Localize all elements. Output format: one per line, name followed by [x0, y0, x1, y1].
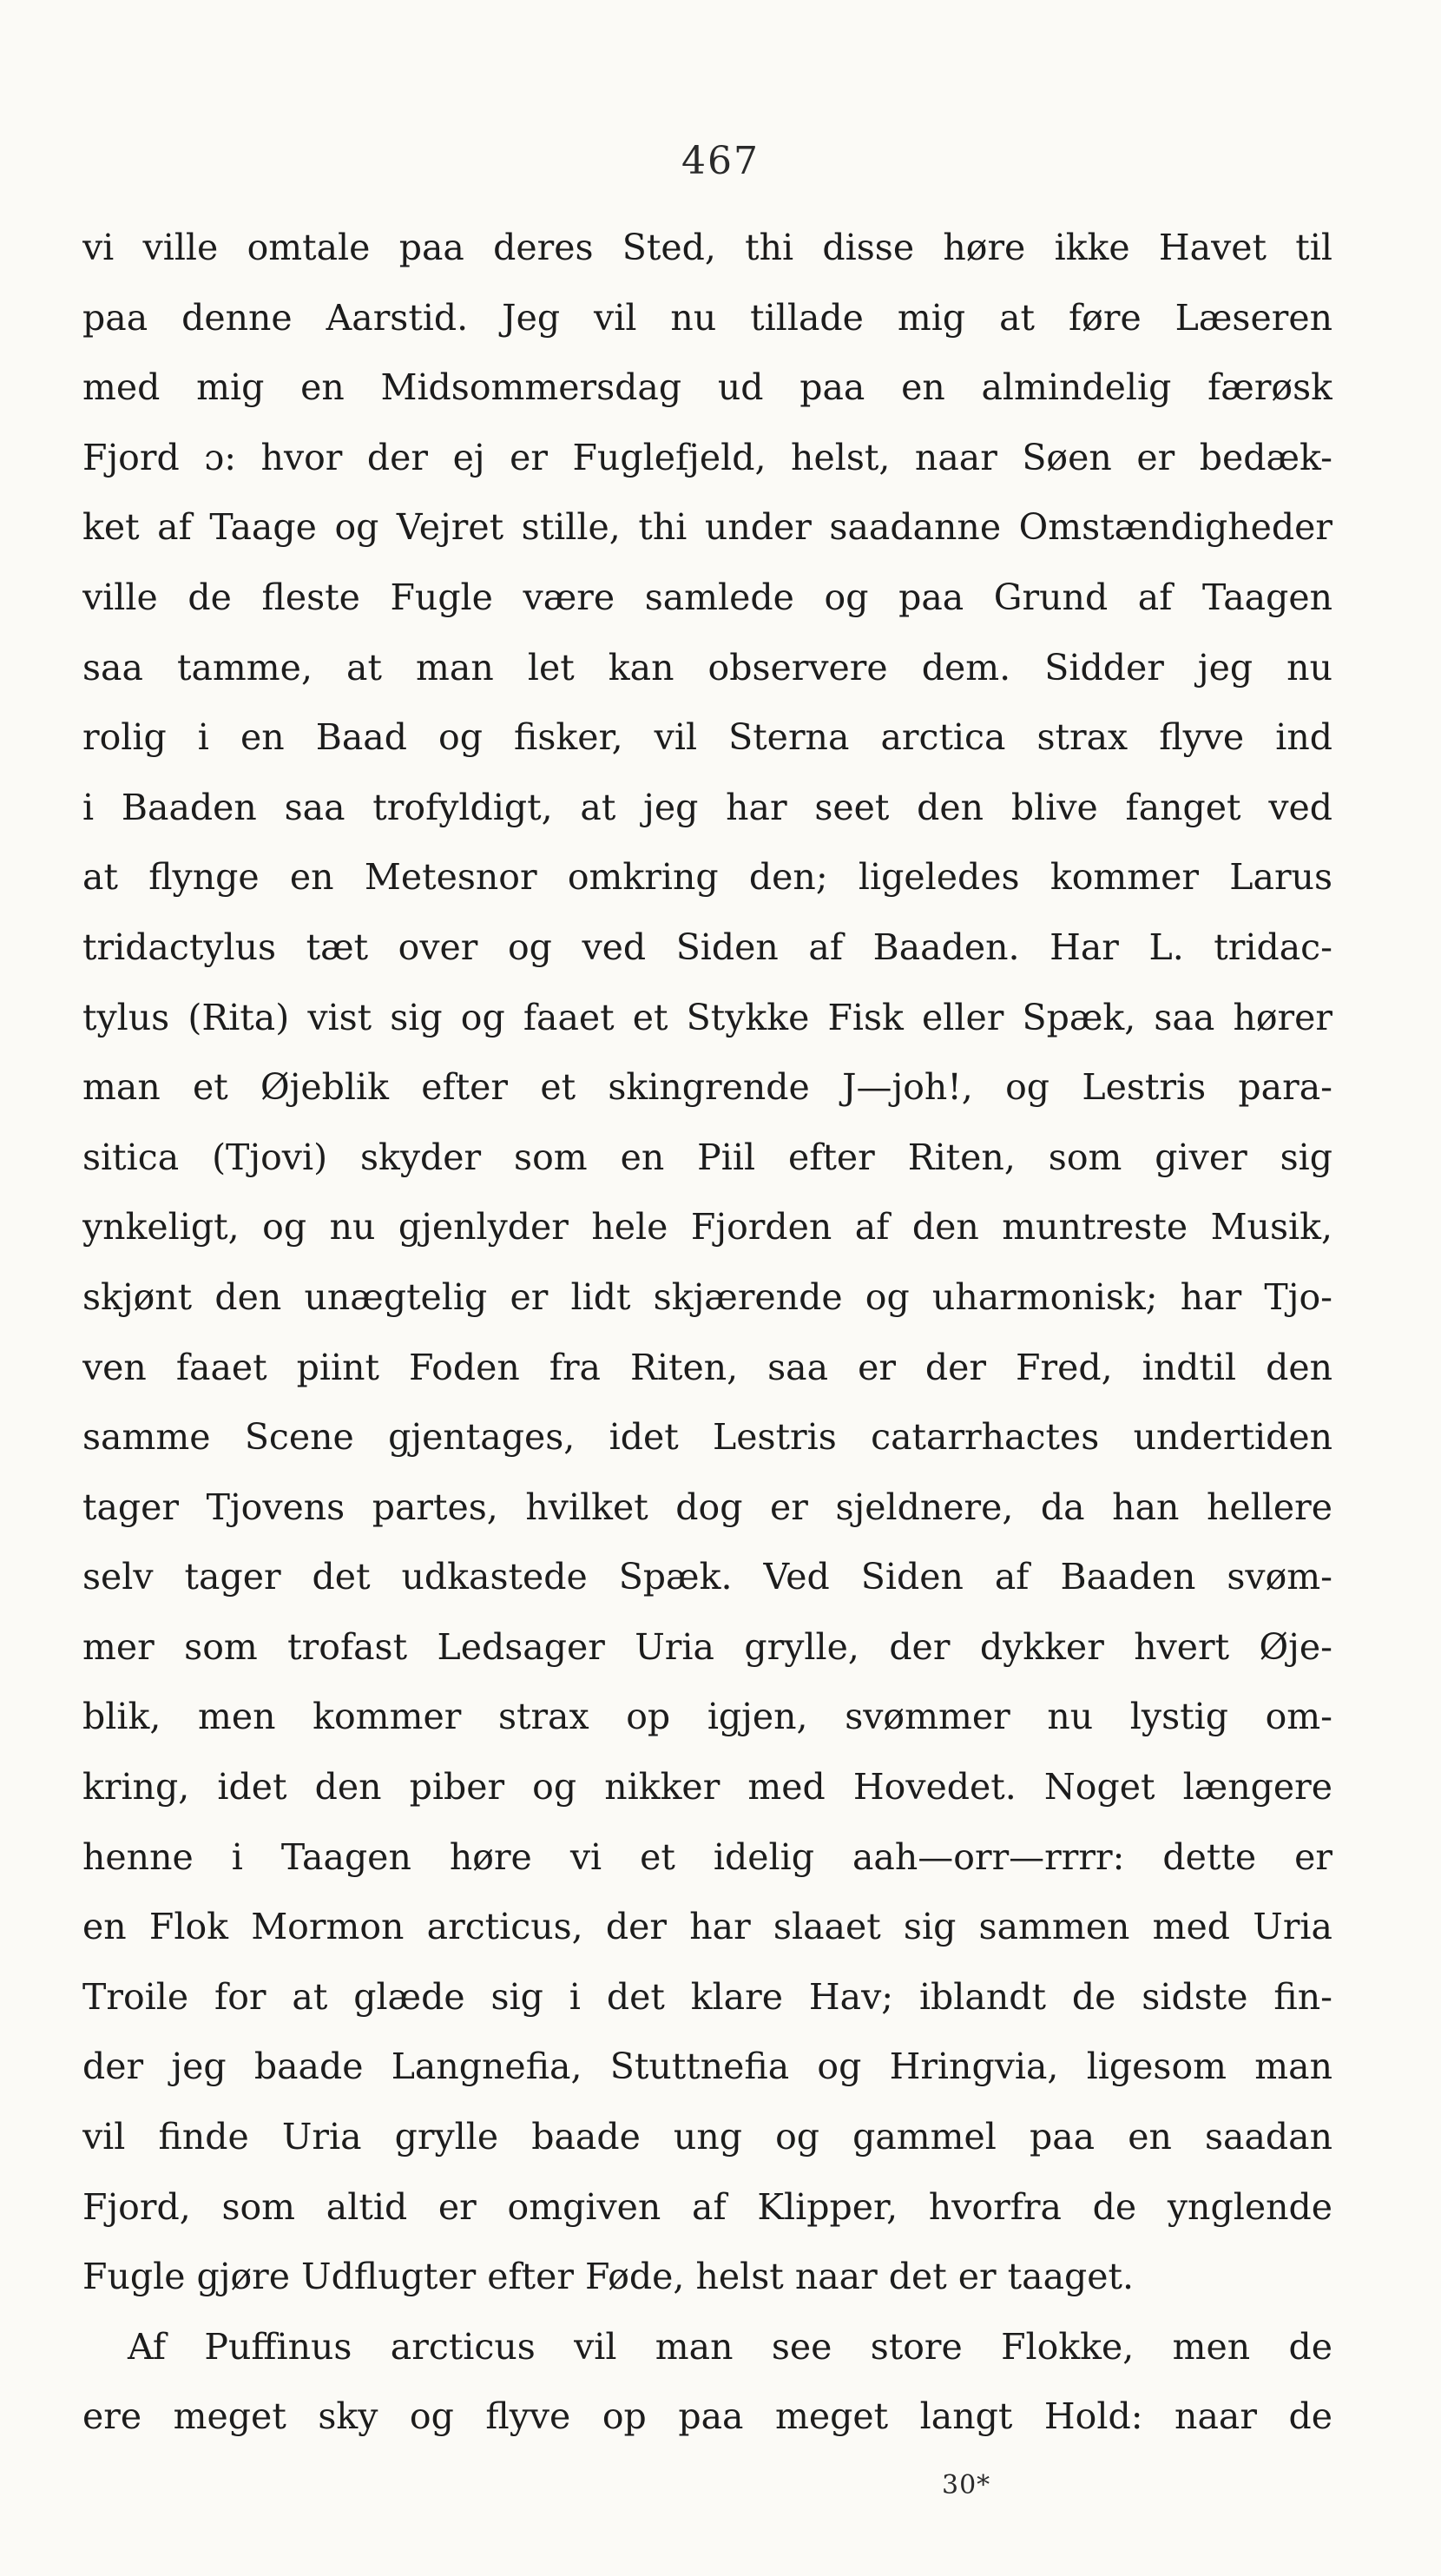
text-line: ven faaet piint Foden fra Riten, saa er der Fred, indtil den: [82, 1346, 1332, 1388]
text-line: rolig i en Baad og fisker, vil Sterna arctica strax flyve ind: [82, 716, 1332, 759]
text-line: Fjord, som altid er omgiven af Klipper, hvorfra de ynglende: [82, 2185, 1332, 2228]
text-line: mer som trofast Ledsager Uria grylle, der dykker hvert Øje-: [82, 1625, 1332, 1668]
body-text: [82, 213, 1332, 2452]
text-line: selv tager det udkastede Spæk. Ved Siden af Baaden svøm-: [82, 1556, 1332, 1598]
text-line: blik, men kommer strax op igjen, svømmer nu lystig om-: [82, 1696, 1332, 1738]
text-line: skjønt den unægtelig er lidt skjærende og uharmonisk; har Tjo-: [82, 1275, 1332, 1318]
text-line: man et Øjeblik efter et skingrende J—joh!, og Lestris para-: [82, 1066, 1332, 1109]
text-line: sitica (Tjovi) skyder som en Piil efter Riten, som giver sig: [82, 1136, 1332, 1178]
signature-mark: 30*: [942, 2470, 991, 2500]
text-line: tager Tjovens partes, hvilket dog er sjeldnere, da han hellere: [82, 1486, 1332, 1528]
text-line: i Baaden saa trofyldigt, at jeg har seet den blive fanget ved: [82, 786, 1332, 828]
text-line: vil finde Uria grylle baade ung og gammel paa en saadan: [82, 2116, 1332, 2158]
text-line: henne i Taagen høre vi et idelig aah—orr—rrrr: dette er: [82, 1835, 1332, 1878]
text-line: saa tamme, at man let kan observere dem. Sidder jeg nu: [82, 646, 1332, 688]
text-line: en Flok Mormon arcticus, der har slaaet sig sammen med Uria: [82, 1906, 1332, 1948]
text-line: tridactylus tæt over og ved Siden af Baaden. Har L. tridac-: [82, 926, 1332, 968]
text-line: kring, idet den piber og nikker med Hovedet. Noget længere: [82, 1766, 1332, 1808]
text-line: ere meget sky og flyve op paa meget langt Hold: naar de: [82, 2395, 1332, 2438]
page-number: 467: [681, 139, 760, 183]
text-line: ket af Taage og Vejret stille, thi under saadanne Omstændigheder: [82, 506, 1332, 549]
text-line: der jeg baade Langnefia, Stuttnefia og Hringvia, ligesom man: [82, 2046, 1332, 2088]
text-line: at flynge en Metesnor omkring den; ligeledes kommer Larus: [82, 856, 1332, 899]
text-line: tylus (Rita) vist sig og faaet et Stykke Fisk eller Spæk, saa hører: [82, 996, 1332, 1038]
text-line: samme Scene gjentages, idet Lestris catarrhactes undertiden: [82, 1416, 1332, 1459]
text-line: ynkeligt, og nu gjenlyder hele Fjorden af den muntreste Musik,: [82, 1206, 1332, 1248]
text-line: paa denne Aarstid. Jeg vil nu tillade mig at føre Læseren: [82, 296, 1332, 339]
text-line: Troile for at glæde sig i det klare Hav; iblandt de sidste fin-: [82, 1975, 1332, 2018]
paragraph-start-line: Af Puffinus arcticus vil man see store Flokke, men de: [128, 2325, 1332, 2368]
text-line: vi ville omtale paa deres Sted, thi disse høre ikke Havet til: [82, 227, 1332, 268]
text-line: Fjord ɔ: hvor der ej er Fuglefjeld, helst, naar Søen er bedæk-: [82, 436, 1332, 478]
text-line: Fugle gjøre Udflugter efter Føde, helst naar det er taaget.: [82, 2256, 1135, 2298]
text-line: med mig en Midsommersdag ud paa en almindelig færøsk: [82, 366, 1332, 409]
text-line: ville de fleste Fugle være samlede og paa Grund af Taagen: [82, 576, 1332, 618]
